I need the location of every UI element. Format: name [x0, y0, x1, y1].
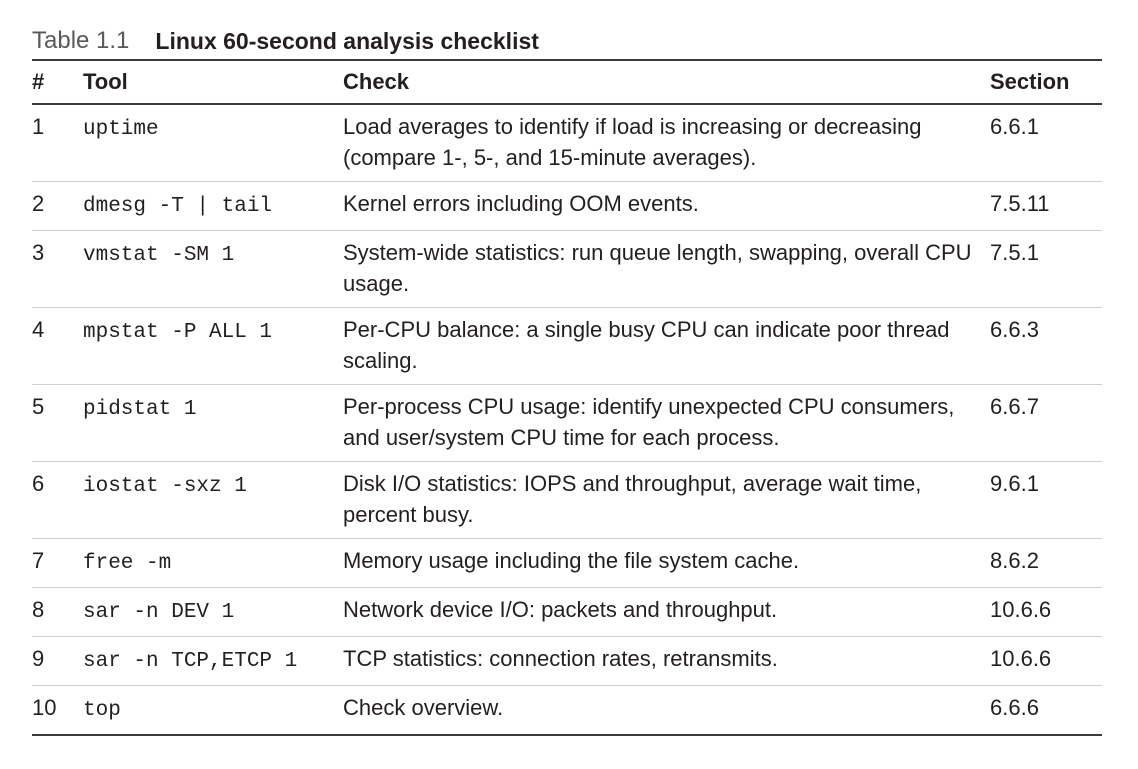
table-caption [32, 24, 539, 58]
row-check: Network device I/O: packets and throughput. [343, 588, 990, 637]
row-check: Per-CPU balance: a single busy CPU can indicate poor thread scaling. [343, 308, 990, 385]
row-section: 9.6.1 [990, 462, 1102, 539]
row-section: 6.6.3 [990, 308, 1102, 385]
table-header [32, 60, 1102, 104]
row-tool: pidstat 1 [83, 385, 343, 462]
table-row [32, 588, 1102, 637]
table-row [32, 182, 1102, 231]
row-tool: mpstat -P ALL 1 [83, 308, 343, 385]
row-section: 6.6.7 [990, 385, 1102, 462]
row-section: 10.6.6 [990, 637, 1102, 686]
header-section: Section [990, 60, 1102, 104]
table-row [32, 385, 1102, 462]
row-tool: sar -n TCP,ETCP 1 [83, 637, 343, 686]
row-tool: top [83, 699, 121, 722]
table-row [32, 462, 1102, 539]
row-tool: sar -n DEV 1 [83, 588, 343, 637]
row-tool: dmesg -T | tail [83, 182, 343, 231]
table-body [32, 104, 1102, 735]
table-title: Linux 60-second analysis checklist [155, 27, 539, 54]
header-row [32, 60, 1102, 104]
row-check: TCP statistics: connection rates, retransmits. [343, 637, 990, 686]
header-tool: Tool [83, 60, 343, 104]
table-row [32, 308, 1102, 385]
row-num: 2 [32, 182, 83, 231]
row-check: Per-process CPU usage: identify unexpected CPU consumers, and user/system CPU time for each process. [343, 385, 990, 462]
row-section: 6.6.6 [990, 695, 1039, 720]
table-number: Table 1.1 [32, 27, 130, 54]
row-check: Check overview. [343, 695, 504, 720]
row-tool: uptime [83, 104, 343, 182]
table-row [32, 231, 1102, 308]
row-section: 8.6.2 [990, 539, 1102, 588]
row-section: 7.5.11 [990, 182, 1102, 231]
row-check: System-wide statistics: run queue length, swapping, overall CPU usage. [343, 231, 990, 308]
row-num: 10 [32, 695, 57, 720]
table-row [32, 539, 1102, 588]
row-num: 8 [32, 588, 83, 637]
row-num: 4 [32, 308, 83, 385]
row-num: 3 [32, 231, 83, 308]
row-tool: vmstat -SM 1 [83, 231, 343, 308]
row-num: 9 [32, 637, 83, 686]
header-check: Check [343, 60, 990, 104]
row-num: 1 [32, 104, 83, 182]
row-num: 7 [32, 539, 83, 588]
table-row [32, 104, 1102, 182]
table-row [32, 686, 1102, 736]
row-check: Disk I/O statistics: IOPS and throughput, average wait time, percent busy. [343, 462, 990, 539]
row-check: Load averages to identify if load is increasing or decreasing (compare 1-, 5-, and 15-minute averages). [343, 104, 990, 182]
row-check: Kernel errors including OOM events. [343, 182, 990, 231]
row-check: Memory usage including the file system cache. [343, 539, 990, 588]
table-row [32, 637, 1102, 686]
checklist-table [32, 59, 1102, 736]
row-section: 10.6.6 [990, 588, 1102, 637]
row-num: 6 [32, 462, 83, 539]
row-tool: iostat -sxz 1 [83, 462, 343, 539]
row-tool: free -m [83, 539, 343, 588]
header-num: # [32, 60, 83, 104]
row-section: 7.5.1 [990, 231, 1102, 308]
row-num: 5 [32, 385, 83, 462]
row-section: 6.6.1 [990, 104, 1102, 182]
